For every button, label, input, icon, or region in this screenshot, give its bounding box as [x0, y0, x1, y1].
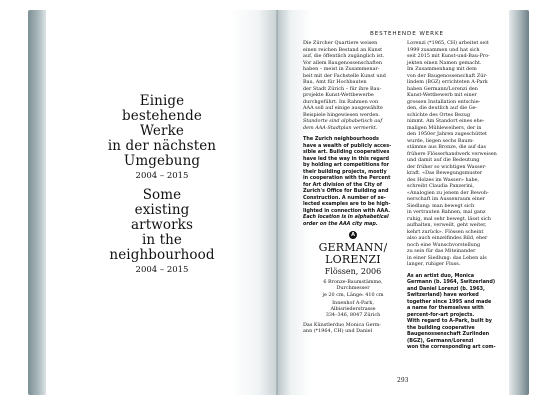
text-line: der früher so wichtigen Wasser-	[407, 163, 487, 170]
text-line: and Daniel Lorenzi (b. 1963,	[407, 285, 485, 292]
text-line: «Analogien zu jenem der Bewoh-	[407, 189, 489, 196]
text-line: 1999 zusammen und hat sich	[407, 46, 480, 53]
text-line: in vertrauten Bahnen, mal ganz	[407, 209, 486, 215]
running-header: BESTEHENDE WERKE	[370, 31, 444, 37]
title-line: bestehende	[122, 108, 202, 124]
intro-german	[303, 40, 403, 131]
text-line: kehrt zurück». Flössen scheint	[407, 228, 484, 235]
text-line: Beispiele hingewiesen werden.	[303, 111, 380, 118]
text-line: Die Zürcher Quartiere weisen	[303, 40, 378, 46]
text-line: their building projects, mostly	[303, 168, 387, 175]
artist-name-line: GERMANN/	[318, 241, 388, 254]
text-line: Standorte sind alphabetisch auf	[303, 118, 383, 124]
text-line: jekten einen Namen gemacht.	[407, 59, 482, 66]
text-line: den, die deutlich auf die Ge-	[407, 105, 478, 111]
detail-line: Innenhof A-Park,	[332, 299, 374, 306]
title-line: Einige	[139, 93, 185, 109]
title-line: neighbourhood	[109, 247, 215, 263]
text-line: projekte Kunst-Wettbewerbe	[303, 92, 374, 98]
text-line: nimmt. Am Standort eines ehe-	[407, 118, 485, 124]
text-line: Vor allem Baugenossenschaften	[303, 59, 383, 66]
text-line: for Art division of the City of	[303, 181, 383, 188]
body-english	[407, 273, 507, 351]
artist-name-line: LORENZI	[325, 253, 381, 266]
text-line: Das Künstlerduo Monica Germ-	[303, 321, 382, 328]
text-line: the building cooperative	[407, 324, 475, 331]
text-line: kraft. «Das Bewegungsmuster	[407, 170, 483, 176]
text-line: AAA soll auf einige ausgewählte	[303, 105, 383, 111]
text-line: The Zurich neighbourhoods	[303, 136, 379, 142]
text-line: ann (*1964, CH) und Daniel	[303, 328, 373, 335]
text-line: frühere Flösserhandwerk verweisen	[407, 150, 497, 157]
artist-name	[303, 242, 403, 266]
text-line: haben – meist in Zusammenar-	[303, 66, 380, 72]
text-line: As an artist duo, Monica	[407, 272, 475, 279]
title-line: Umgebung	[123, 153, 201, 169]
text-line: by holding art competitions for	[303, 162, 390, 168]
detail-line: Albisriederstrasse	[330, 306, 376, 313]
text-line: in cooperation with the Percent	[303, 175, 391, 181]
text-line: together since 1995 and made	[407, 298, 492, 305]
text-line: grossen Installation entschie-	[407, 98, 481, 105]
title-line: Werke	[140, 123, 184, 139]
text-line: won the corresponding art com-	[407, 344, 496, 350]
title-line: Some	[142, 187, 182, 203]
detail-line: Durchmesser	[336, 285, 370, 292]
text-line: order on the AAA city map.	[303, 220, 378, 227]
text-line: in einer Siedlung: das Leben als	[407, 254, 487, 261]
text-line: beit mit der Fachstelle Kunst und	[303, 72, 386, 79]
text-line: Zurich's Office for Building and	[303, 188, 389, 194]
title-line: artworks	[131, 217, 193, 233]
intro-english	[303, 136, 403, 227]
years-german: 2004 – 2015	[135, 171, 189, 181]
text-line: haben Germann/Lorenzi den	[407, 85, 478, 92]
artwork-details	[303, 279, 403, 319]
text-line: Lorenzi (*1965, CH) arbeitet seit	[407, 40, 489, 46]
text-line: der Stadt Zürich – für ihre Bau-	[303, 85, 382, 92]
text-line: schreibt Claudia Panzerini,	[407, 183, 475, 189]
text-line: Each location is in alphabetical	[303, 214, 389, 220]
text-line: Siedlung: man bewegt sich	[407, 202, 475, 209]
text-line: lighted in connection with AAA.	[303, 207, 391, 214]
text-line: With regard to A-Park, built by	[407, 318, 492, 324]
title-german	[82, 94, 242, 169]
text-line: Bau, Amt für Hochbauten	[303, 79, 367, 85]
title-line: in der nächsten	[107, 138, 217, 154]
text-line: ruhig, mal sehr bewegt, lässt sich	[407, 215, 491, 222]
text-line: Im Zusammenhang mit dem	[407, 66, 477, 72]
page-number: 293	[397, 377, 409, 384]
text-line: lindem (BGZ) errichteten A-Park	[407, 79, 488, 85]
section-title	[82, 94, 242, 276]
text-line: auf, die öffentlich zugänglich ist.	[303, 53, 385, 59]
text-line: (BGZ), Germann/Lorenzi	[407, 337, 474, 344]
text-line: Germann (b. 1964, Switzerland)	[407, 279, 496, 285]
book-edge-right	[507, 10, 529, 395]
text-line: maligen Mühleweihers, der in	[407, 124, 482, 131]
book-spine	[276, 10, 278, 395]
detail-line: 334–346, 8047 Zürich	[325, 312, 381, 319]
text-line: sible art. Building cooperatives	[303, 149, 390, 155]
title-line: in the	[141, 232, 182, 248]
title-line: existing	[134, 202, 190, 218]
text-line: noch eine Wunschvorstellung	[407, 241, 481, 248]
text-line: des Holzes im Wasser» habe,	[407, 176, 480, 183]
book-edge-left	[28, 10, 48, 395]
body-german-start	[303, 322, 403, 335]
body-german	[407, 40, 507, 268]
text-line: von der Baugenossenschaft Zür-	[407, 72, 488, 79]
text-line: percent-for-art projects.	[407, 311, 475, 318]
text-line: nerschaft im Aussenraum einer	[407, 196, 485, 202]
column-right	[407, 40, 507, 351]
detail-line: je 20 cm, Länge: 410 cm	[322, 291, 384, 298]
text-line: aufhalten, verweilt, geht weiter,	[407, 222, 487, 228]
text-line: wurde, liegen sechs Baum-	[407, 137, 474, 144]
text-line: Baugenossenschaft Zurlinden	[407, 331, 490, 337]
text-line: have led the way in this regard	[303, 155, 389, 162]
text-line: durchgeführt. Im Rahmen von	[303, 98, 379, 105]
text-line: einen reichen Bestand an Kunst	[303, 46, 383, 53]
text-line: have a wealth of publicly acces-	[303, 142, 392, 149]
text-line: dem AAA-Stadtplan vermerkt.	[303, 124, 378, 131]
text-line: zu sein für das Miteinander	[407, 248, 476, 254]
text-line: und damit auf die Bedeutung	[407, 157, 480, 163]
years-english: 2004 – 2015	[135, 265, 189, 275]
text-line: Construction. A number of se-	[303, 194, 386, 201]
text-line: langer, ruhiger Fluss.	[407, 261, 461, 267]
text-line: stämme aus Bronze, die auf das	[407, 144, 486, 150]
text-line: Switzerland) have worked	[407, 292, 479, 298]
text-line: seit 2015 mit Kunst-und-Bau-Pro-	[407, 53, 490, 59]
text-line: den 1950er Jahren zugeschüttet	[407, 131, 488, 137]
column-left	[303, 40, 403, 335]
text-line: schichte des Ortes Bezug	[407, 111, 470, 118]
detail-line: 6 Bronze-Baumstämme,	[323, 279, 383, 285]
location-marker: A	[349, 231, 357, 239]
text-line: lected examples are to be high-	[303, 201, 391, 207]
text-line: a name for themselves with	[407, 305, 484, 311]
artwork-title: Flössen, 2006	[324, 267, 382, 276]
text-line: Kunst-Wettbewerb mit einer	[407, 92, 477, 98]
title-english	[82, 188, 242, 263]
text-line: also auch einzelfindes Bild, eher	[407, 235, 488, 241]
